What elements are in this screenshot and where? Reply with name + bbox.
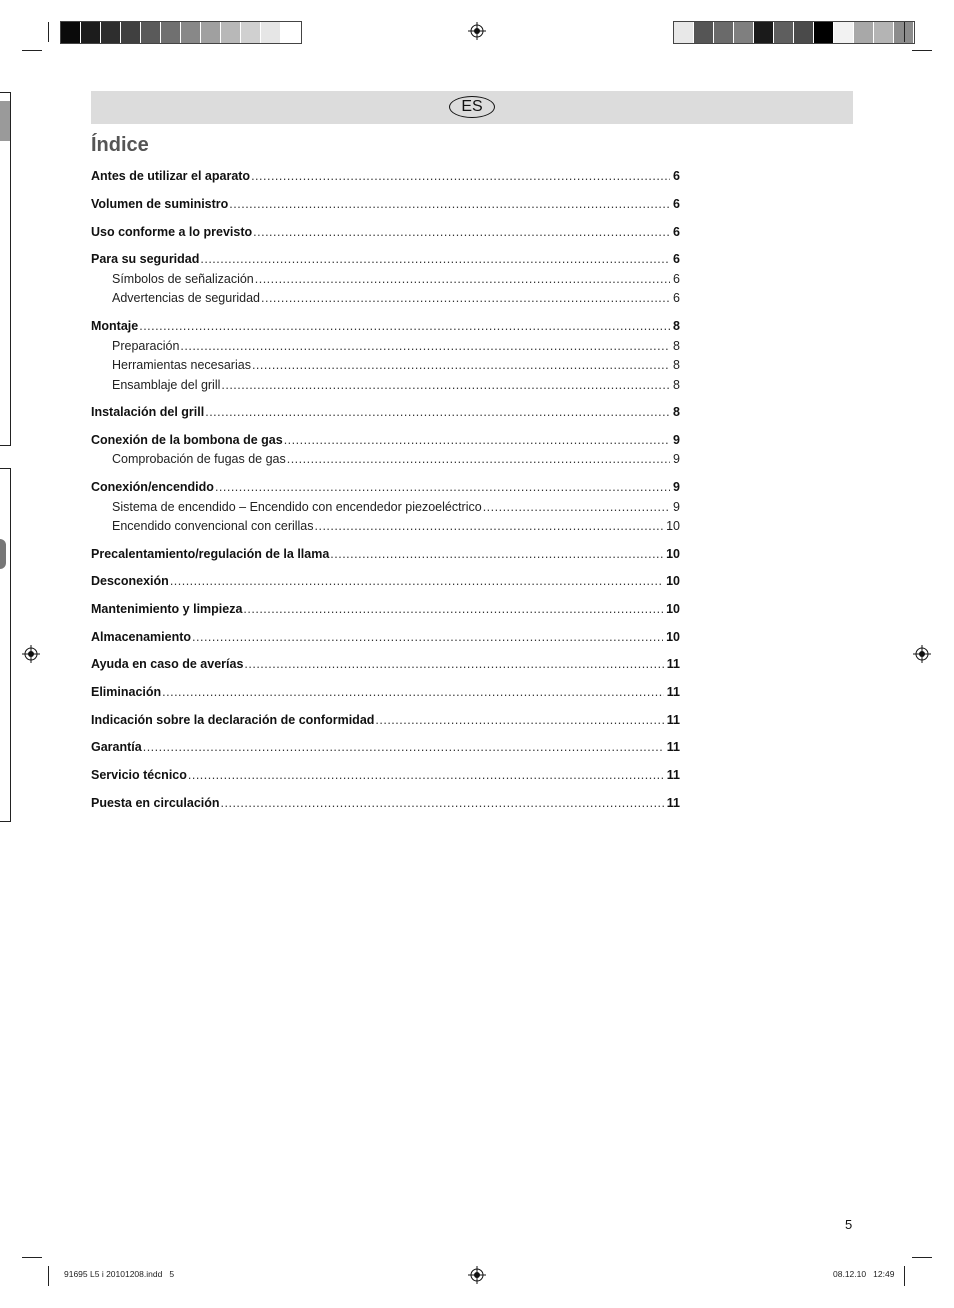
toc-entry-page: 8 xyxy=(673,339,680,353)
toc-entry-label: Conexión de la bombona de gas xyxy=(91,433,283,447)
page-title: Índice xyxy=(91,134,149,156)
toc-subentry[interactable] xyxy=(91,289,680,307)
color-bar-left xyxy=(60,21,302,44)
toc-leader-dots xyxy=(229,195,670,213)
toc-leader-dots xyxy=(330,545,663,563)
toc-entry-label: Garantía xyxy=(91,740,142,754)
color-swatch xyxy=(161,22,181,43)
toc-leader-dots xyxy=(244,655,663,673)
toc-entry-page: 8 xyxy=(673,405,680,419)
color-swatch xyxy=(61,22,81,43)
toc-entry-page: 8 xyxy=(673,319,680,333)
toc-entry-page: 10 xyxy=(666,519,680,533)
color-swatch xyxy=(674,22,694,43)
color-swatch xyxy=(754,22,774,43)
toc-entry[interactable] xyxy=(91,431,680,449)
toc-entry-page: 6 xyxy=(673,197,680,211)
toc-leader-dots xyxy=(192,628,663,646)
toc-entry-page: 10 xyxy=(666,574,680,588)
toc-entry-page: 9 xyxy=(673,433,680,447)
registration-mark-icon xyxy=(22,645,40,663)
toc-leader-dots xyxy=(162,683,664,701)
toc-entry-page: 9 xyxy=(673,480,680,494)
color-swatch xyxy=(141,22,161,43)
toc-entry[interactable] xyxy=(91,403,680,421)
color-swatch xyxy=(834,22,854,43)
toc-entry-label: Símbolos de señalización xyxy=(112,272,254,286)
toc-leader-dots xyxy=(215,478,670,496)
toc-entry-page: 11 xyxy=(666,685,680,699)
toc-entry[interactable] xyxy=(91,167,680,185)
crop-mark xyxy=(22,1257,42,1258)
page-number: 5 xyxy=(845,1217,853,1232)
color-swatch xyxy=(241,22,261,43)
edge-tab xyxy=(0,539,6,569)
color-bar-right xyxy=(673,21,915,44)
toc-entry-label: Instalación del grill xyxy=(91,405,205,419)
toc-entry-label: Indicación sobre la declaración de conformidad xyxy=(91,713,375,727)
toc-entry-label: Sistema de encendido – Encendido con encendedor piezoeléctrico xyxy=(112,500,482,514)
toc-leader-dots xyxy=(315,517,664,535)
toc-entry-label: Ayuda en caso de averías xyxy=(91,657,244,671)
color-swatch xyxy=(774,22,794,43)
registration-mark-icon xyxy=(468,22,486,40)
toc-entry[interactable] xyxy=(91,794,680,812)
toc-leader-dots xyxy=(255,270,670,288)
color-swatch xyxy=(874,22,894,43)
page-edge-strip xyxy=(0,92,11,446)
toc-entry-page: 6 xyxy=(673,291,680,305)
toc-entry[interactable] xyxy=(91,683,680,701)
toc-entry-page: 10 xyxy=(666,602,680,616)
toc-entry-page: 6 xyxy=(673,225,680,239)
toc-leader-dots xyxy=(243,600,663,618)
toc-entry-label: Advertencias de seguridad xyxy=(112,291,261,305)
toc-entry[interactable] xyxy=(91,766,680,784)
toc-subentry[interactable] xyxy=(91,376,680,394)
toc-subentry[interactable] xyxy=(91,270,680,288)
toc-entry-label: Encendido convencional con cerillas xyxy=(112,519,314,533)
toc-entry[interactable] xyxy=(91,600,680,618)
page-edge-strip xyxy=(0,468,11,822)
toc-leader-dots xyxy=(284,431,670,449)
color-swatch xyxy=(261,22,281,43)
toc-subentry[interactable] xyxy=(91,356,680,374)
toc-entry-label: Eliminación xyxy=(91,685,162,699)
crop-mark xyxy=(912,1257,932,1258)
toc-entry[interactable] xyxy=(91,628,680,646)
toc-leader-dots xyxy=(287,450,670,468)
edge-tab xyxy=(0,101,10,141)
crop-mark xyxy=(912,50,932,51)
toc-leader-dots xyxy=(170,572,663,590)
toc-entry-label: Antes de utilizar el aparato xyxy=(91,169,251,183)
color-swatch xyxy=(101,22,121,43)
color-swatch xyxy=(794,22,814,43)
toc-subentry[interactable] xyxy=(91,517,680,535)
color-swatch xyxy=(694,22,714,43)
toc-subentry[interactable] xyxy=(91,337,680,355)
toc-entry-label: Comprobación de fugas de gas xyxy=(112,452,286,466)
color-swatch xyxy=(814,22,834,43)
toc-leader-dots xyxy=(200,250,670,268)
toc-entry-label: Preparación xyxy=(112,339,180,353)
toc-entry-label: Precalentamiento/regulación de la llama xyxy=(91,547,330,561)
toc-entry[interactable] xyxy=(91,655,680,673)
file-slug: 91695 L5 i 20101208.indd 5 xyxy=(64,1269,175,1279)
toc-entry-page: 9 xyxy=(673,452,680,466)
crop-mark xyxy=(904,22,905,42)
toc-entry[interactable] xyxy=(91,478,680,496)
toc-entry-page: 6 xyxy=(673,169,680,183)
toc-entry-page: 11 xyxy=(666,740,680,754)
color-swatch xyxy=(201,22,221,43)
color-swatch xyxy=(181,22,201,43)
color-swatch xyxy=(714,22,734,43)
color-swatch xyxy=(854,22,874,43)
toc-leader-dots xyxy=(252,356,670,374)
toc-entry-label: Desconexión xyxy=(91,574,169,588)
toc-entry-page: 8 xyxy=(673,358,680,372)
toc-entry-label: Herramientas necesarias xyxy=(112,358,251,372)
toc-leader-dots xyxy=(251,167,670,185)
crop-mark xyxy=(48,1266,49,1286)
toc-entry[interactable] xyxy=(91,545,680,563)
toc-entry-page: 11 xyxy=(666,768,680,782)
toc-entry-page: 10 xyxy=(666,630,680,644)
toc-leader-dots xyxy=(143,738,664,756)
toc-entry-label: Puesta en circulación xyxy=(91,796,220,810)
toc-entry-label: Volumen de suministro xyxy=(91,197,229,211)
toc-entry-page: 11 xyxy=(666,657,680,671)
toc-leader-dots xyxy=(180,337,670,355)
color-swatch xyxy=(221,22,241,43)
toc-leader-dots xyxy=(253,223,670,241)
toc-leader-dots xyxy=(221,794,664,812)
registration-mark-icon xyxy=(468,1266,486,1284)
toc-entry[interactable] xyxy=(91,572,680,590)
registration-mark-icon xyxy=(913,645,931,663)
toc-leader-dots xyxy=(261,289,670,307)
color-swatch xyxy=(81,22,101,43)
toc-entry-page: 6 xyxy=(673,272,680,286)
toc-entry-page: 11 xyxy=(666,713,680,727)
toc-entry-label: Mantenimiento y limpieza xyxy=(91,602,243,616)
toc-entry-label: Almacenamiento xyxy=(91,630,192,644)
color-swatch xyxy=(734,22,754,43)
toc-entry-label: Conexión/encendido xyxy=(91,480,214,494)
color-swatch xyxy=(121,22,141,43)
toc-entry[interactable] xyxy=(91,317,680,335)
toc-entry-page: 10 xyxy=(666,547,680,561)
crop-mark xyxy=(22,50,42,51)
toc-entry-label: Uso conforme a lo previsto xyxy=(91,225,253,239)
toc-entry-page: 9 xyxy=(673,500,680,514)
toc-leader-dots xyxy=(375,711,663,729)
print-timestamp: 08.12.10 12:49 xyxy=(833,1269,895,1279)
toc-leader-dots xyxy=(221,376,670,394)
crop-mark xyxy=(904,1266,905,1286)
toc-entry-label: Ensamblaje del grill xyxy=(112,378,221,392)
toc-entry-label: Servicio técnico xyxy=(91,768,187,782)
toc-subentry[interactable] xyxy=(91,498,680,516)
toc-entry[interactable] xyxy=(91,738,680,756)
crop-mark xyxy=(48,22,49,42)
toc-leader-dots xyxy=(483,498,670,516)
language-badge: ES xyxy=(449,96,495,118)
toc-entry[interactable] xyxy=(91,711,680,729)
toc-subentry[interactable] xyxy=(91,450,680,468)
toc-entry-page: 6 xyxy=(673,252,680,266)
color-swatch xyxy=(281,22,301,43)
toc-leader-dots xyxy=(139,317,670,335)
toc-leader-dots xyxy=(188,766,664,784)
toc-entry[interactable] xyxy=(91,195,680,213)
toc-entry[interactable] xyxy=(91,250,680,268)
toc-entry-page: 8 xyxy=(673,378,680,392)
toc-entry-label: Montaje xyxy=(91,319,139,333)
toc-entry-label: Para su seguridad xyxy=(91,252,200,266)
toc-entry-page: 11 xyxy=(666,796,680,810)
toc-entry[interactable] xyxy=(91,223,680,241)
toc-leader-dots xyxy=(205,403,670,421)
